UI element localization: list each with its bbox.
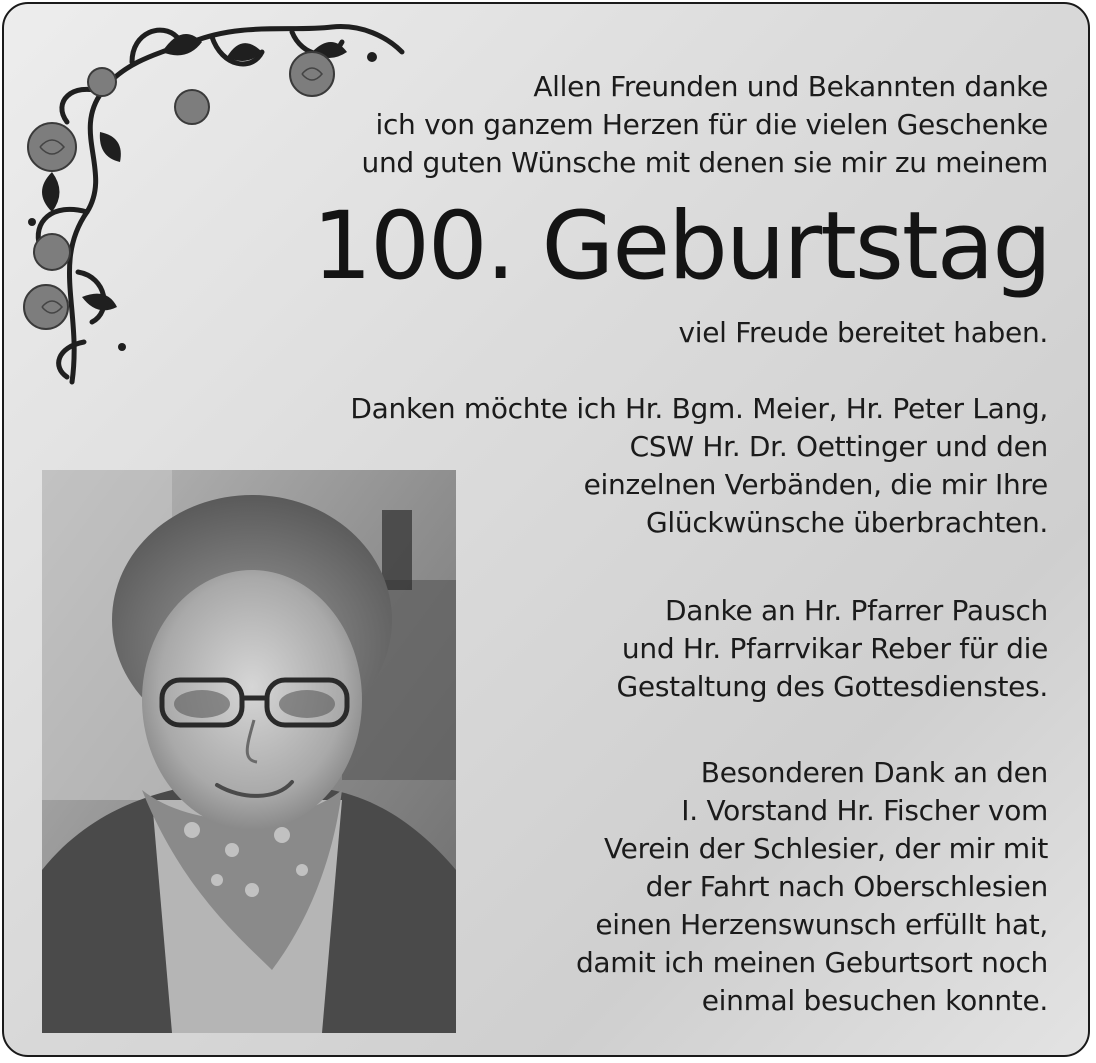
intro-line: ich von ganzem Herzen für die vielen Geschenke [375, 108, 1048, 141]
paragraph-line: I. Vorstand Hr. Fischer vom [681, 794, 1048, 827]
paragraph-line: einzelnen Verbänden, die mir Ihre [583, 468, 1048, 501]
paragraph-line: einmal besuchen konnte. [701, 984, 1048, 1017]
paragraph-line: Danke an Hr. Pfarrer Pausch [664, 594, 1048, 627]
paragraph-line: und Hr. Pfarrvikar Reber für die [621, 632, 1048, 665]
paragraph-line: der Fahrt nach Oberschlesien [645, 870, 1048, 903]
thanks-paragraph-3 [576, 754, 1048, 1020]
announcement-card [2, 2, 1090, 1057]
thanks-paragraph-2 [617, 592, 1048, 706]
paragraph-line: Danken möchte ich Hr. Bgm. Meier, Hr. Peter Lang, [350, 392, 1048, 425]
portrait-photo [42, 470, 456, 1033]
intro-line: und guten Wünsche mit denen sie mir zu meinem [361, 146, 1048, 179]
paragraph-line: Glückwünsche überbrachten. [646, 506, 1048, 539]
paragraph-line: CSW Hr. Dr. Oettinger und den [629, 430, 1048, 463]
paragraph-line: damit ich meinen Geburtsort noch [575, 946, 1048, 979]
headline: 100. Geburtstag [312, 192, 1050, 301]
after-headline-line: viel Freude bereitet haben. [678, 316, 1048, 349]
after-headline-text [678, 314, 1048, 352]
paragraph-line: Besonderen Dank an den [700, 756, 1048, 789]
intro-line: Allen Freunden und Bekannten danke [533, 70, 1048, 103]
intro-text [362, 68, 1048, 182]
paragraph-line: Gestaltung des Gottesdienstes. [616, 670, 1048, 703]
paragraph-line: einen Herzenswunsch erfüllt hat, [595, 908, 1048, 941]
paragraph-line: Verein der Schlesier, der mir mit [603, 832, 1048, 865]
